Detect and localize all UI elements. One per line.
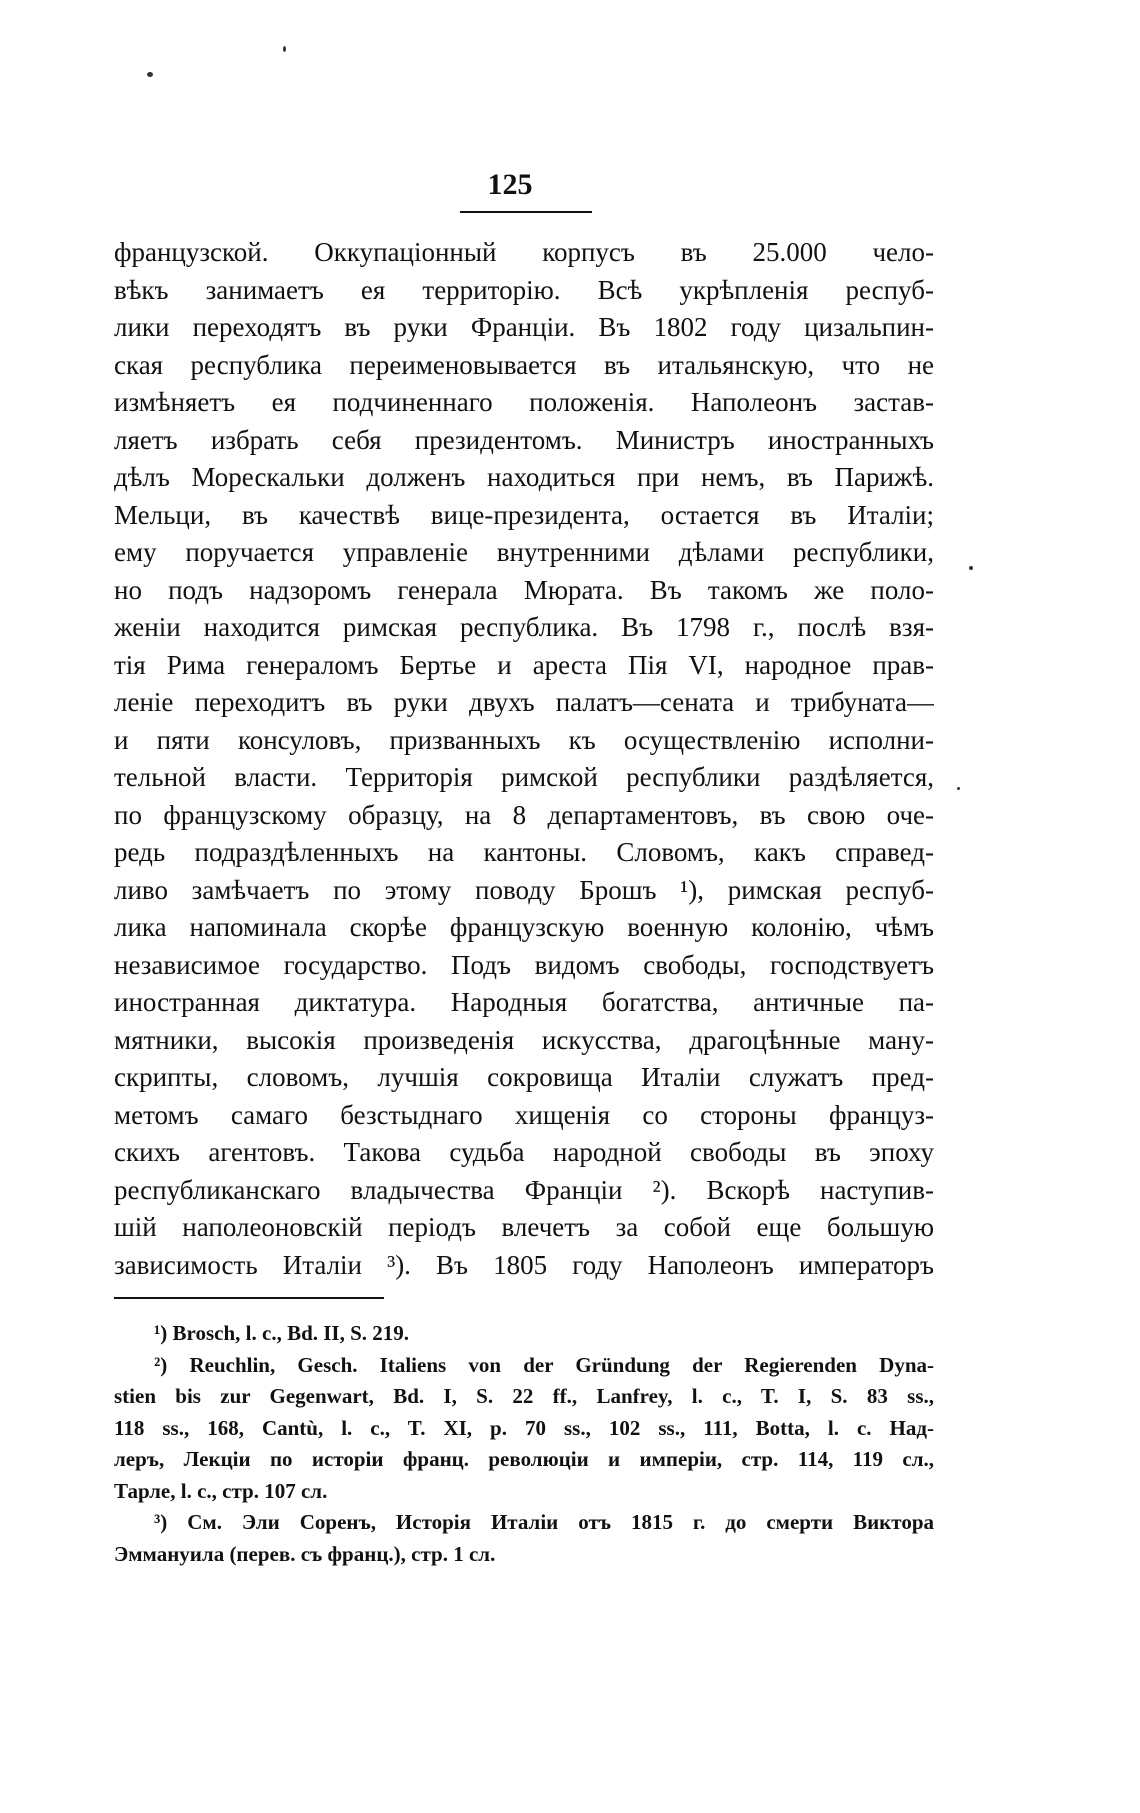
scan-speck <box>283 46 286 52</box>
text-line: лики переходятъ въ руки Франціи. Въ 1802 году цизальпин- <box>114 312 934 342</box>
text-line: скихъ агентовъ. Такова судьба народной свободы въ эпоху <box>114 1137 934 1167</box>
footnote-line: Эммануила (перев. съ франц.), стр. 1 сл. <box>114 1541 496 1566</box>
text-line: ляетъ избрать себя президентомъ. Министръ иностранныхъ <box>114 424 934 455</box>
footnote-rule <box>114 1297 384 1299</box>
footnote-line: 118 ss., 168, Cantù, l. c., T. XI, p. 70 ss., 102 ss., 111, Botta, l. c. Над- <box>114 1415 934 1440</box>
footnotes <box>114 1318 934 1570</box>
text-line: редь подраздѣленныхъ на кантоны. Словомъ, какъ справед- <box>114 837 934 867</box>
footnote-line: ²) Reuchlin, Gesch. Italiens von der Gründung der Regierenden Dyna- <box>154 1352 934 1377</box>
text-line: Мельци, въ качествѣ вице-президента, остается въ Италіи; <box>114 499 934 530</box>
scan-speck <box>957 787 960 790</box>
text-line: дѣлъ Морескальки долженъ находиться при немъ, въ Парижѣ. <box>114 462 934 492</box>
text-line: республиканскаго владычества Франціи ²). Вскорѣ наступив- <box>114 1174 934 1205</box>
text-line: вѣкъ занимаетъ ея территорію. Всѣ укрѣпленія респуб- <box>114 274 934 305</box>
scan-speck <box>969 566 973 570</box>
text-line: ская республика переименовывается въ итальянскую, что не <box>114 349 934 380</box>
page-number-rule <box>460 211 592 213</box>
text-line: измѣняетъ ея подчиненнаго положенія. Наполеонъ застав- <box>114 387 934 417</box>
text-line: лика напоминала скорѣе французскую военную колонію, чѣмъ <box>114 912 934 942</box>
page-number: 125 <box>487 168 533 201</box>
text-line: шій наполеоновскій періодъ влечетъ за собой еще большую <box>114 1212 934 1242</box>
footnote-line: ³) См. Эли Соренъ, Исторія Италіи отъ 1815 г. до смерти Виктора <box>154 1510 934 1534</box>
text-line: и пяти консуловъ, призванныхъ къ осуществленію исполни- <box>114 724 934 755</box>
footnote-line: леръ, Лекціи по исторіи франц. революціи и имперіи, стр. 114, 119 сл., <box>114 1447 934 1471</box>
text-line: скрипты, словомъ, лучшія сокровища Италіи служатъ пред- <box>114 1062 934 1092</box>
text-line: независимое государство. Подъ видомъ свободы, господствуетъ <box>114 949 934 980</box>
text-line: но подъ надзоромъ генерала Мюрата. Въ такомъ же поло- <box>114 574 934 605</box>
text-line: тія Рима генераломъ Бертье и ареста Пія VI, народное прав- <box>114 649 934 680</box>
text-line: леніе переходитъ въ руки двухъ палатъ—сената и трибуната— <box>114 687 934 717</box>
scan-speck <box>147 72 153 77</box>
body-text <box>114 234 934 1284</box>
text-line: ему поручается управленіе внутренними дѣлами республики, <box>114 537 934 567</box>
text-line: женіи находится римская республика. Въ 1798 г., послѣ взя- <box>114 612 934 642</box>
text-line: тельной власти. Территорія римской республики раздѣляется, <box>114 762 934 792</box>
text-line: метомъ самаго безстыднаго хищенія со стороны француз- <box>114 1099 934 1130</box>
text-line: иностранная диктатура. Народныя богатства, античные па- <box>114 987 934 1017</box>
text-line: по французскому образцу, на 8 департаментовъ, въ свою оче- <box>114 799 934 830</box>
text-line: ливо замѣчаетъ по этому поводу Брошъ ¹), римская респуб- <box>114 874 934 905</box>
text-line: французской. Оккупаціонный корпусъ въ 25.000 чело- <box>114 237 934 267</box>
text-line: зависимость Италіи ³). Въ 1805 году Наполеонъ императоръ <box>114 1249 934 1280</box>
footnote-line: Тарле, l. c., стр. 107 сл. <box>114 1478 328 1503</box>
footnote-line: ¹) Brosch, l. c., Bd. II, S. 219. <box>154 1321 410 1345</box>
footnote-line: stien bis zur Gegenwart, Bd. I, S. 22 ff., Lanfrey, l. c., T. I, S. 83 ss., <box>114 1384 934 1408</box>
text-line: мятники, высокія произведенія искусства, драгоцѣнные ману- <box>114 1024 934 1055</box>
